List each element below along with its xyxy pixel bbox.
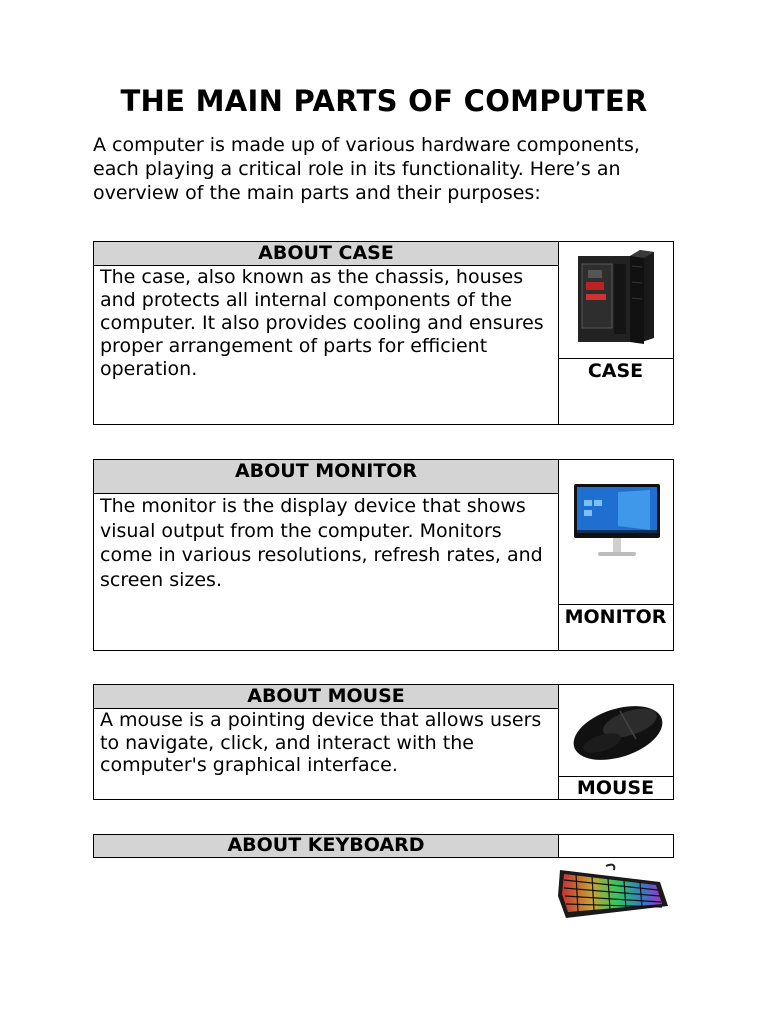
pc-case-icon [558,242,674,358]
monitor-image [558,460,673,605]
mouse-caption: MOUSE [576,777,655,799]
case-text: The case, also known as the chassis, houses and protects all internal components of the computer. It also provides cooling and ensures proper arrangement of parts for efficient operation. [100,266,544,380]
keyboard-image [556,862,670,920]
keyboard-icon [556,862,670,920]
keyboard-heading: ABOUT KEYBOARD [94,835,558,857]
monitor-image-cell [558,460,673,650]
monitor-icon [558,460,674,604]
page-title: THE MAIN PARTS OF COMPUTER [120,84,648,118]
monitor-heading: ABOUT MONITOR [94,460,558,494]
mouse-heading: ABOUT MOUSE [94,685,558,709]
case-section [93,241,674,425]
mouse-image [558,685,673,777]
monitor-description-cell [94,460,559,650]
case-image-cell [558,242,673,424]
keyboard-heading-cell [94,835,559,857]
case-heading: ABOUT CASE [94,242,558,266]
case-caption: CASE [587,360,644,382]
keyboard-section [93,834,674,858]
monitor-text: The monitor is the display device that shows visual output from the computer. Monitors come in various resolutions, refresh rates, and screen sizes. [100,495,543,591]
mouse-icon [558,685,674,776]
intro-paragraph: A computer is made up of various hardware components, each playing a critical role in its functionality. Here’s an overview of the main parts and their purposes: [93,134,640,204]
case-image [558,242,673,359]
case-description-cell [94,242,559,424]
mouse-description-cell [94,685,559,799]
monitor-caption: MONITOR [564,606,667,628]
mouse-text: A mouse is a pointing device that allows users to navigate, click, and interact with the computer's graphical interface. [100,709,542,776]
monitor-section [93,459,674,651]
mouse-image-cell [558,685,673,799]
mouse-section [93,684,674,800]
keyboard-empty-cell [558,835,673,857]
